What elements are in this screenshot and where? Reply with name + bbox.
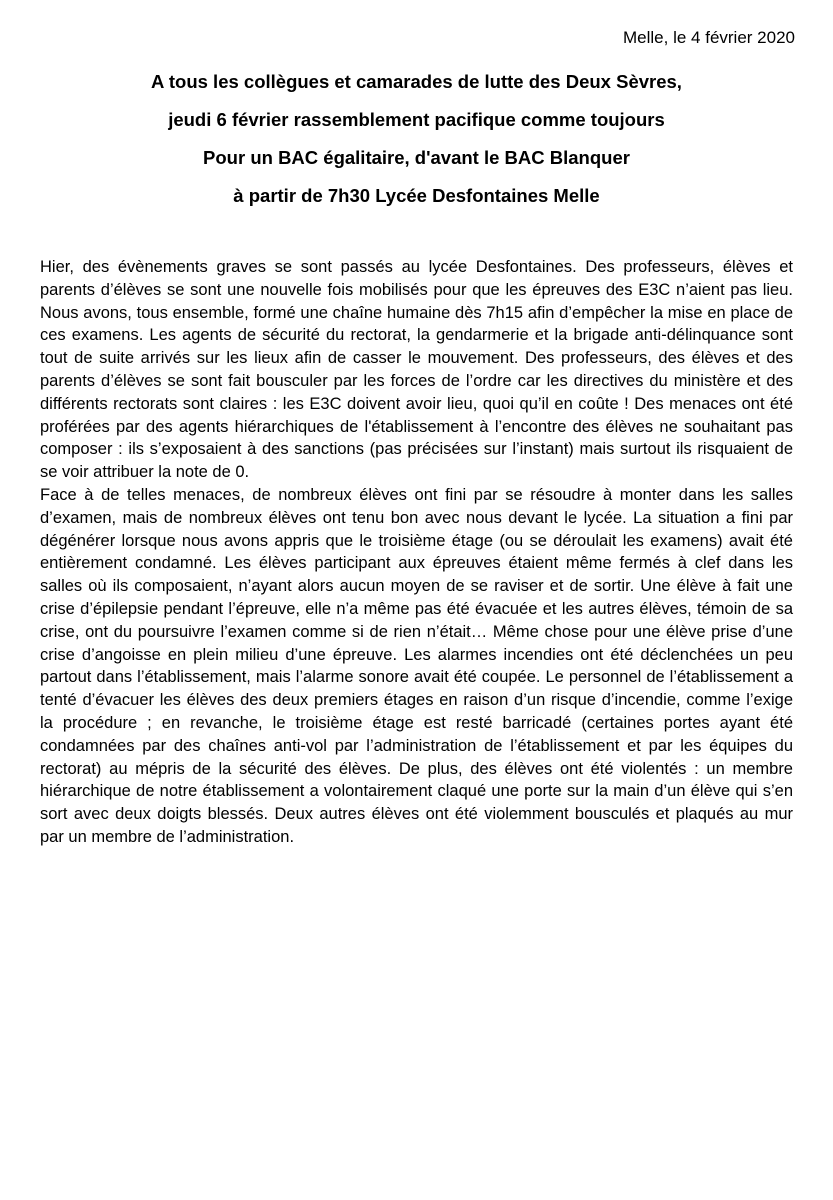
letter-body — [40, 256, 793, 849]
body-paragraph: Face à de telles menaces, de nombreux élèves ont fini par se résoudre à monter dans les salles d’examen, mais de nombreux élèves ont tenu bon avec nous devant le lycée. La situation a fini par dégénérer lorsque nous avons appris que le troisième étage (ou se déroulait les examens) avait été entièrement condamné. Les élèves participant aux épreuves étaient même fermés à clef dans les salles où ils composaient, n’ayant alors aucun moyen de se raviser et de sortir. Une élève à fait une crise d’épilepsie pendant l’épreuve, elle n’a même pas été évacuée et les autres élèves, témoin de sa crise, ont du poursuivre l’examen comme si de rien n’était… Même chose pour une élève prise d’une crise d’angoisse en plein milieu d’une épreuve. Les alarmes incendies ont été déclenchées un peu partout dans l’établissement, mais l’alarme sonore avait été coupée. Le personnel de l’établissement a tenté d’évacuer les élèves des deux premiers étages en raison d’un risque d’incendie, comme l’exige la procédure ; en revanche, le troisième étage est resté barricadé (certaines portes ayant été condamnées par des chaînes anti-vol par l’administration de l’établissement et par les équipes du rectorat) au mépris de la sécurité des élèves. De plus, des élèves ont été violentés : un membre hiérarchique de notre établissement a volontairement claqué une porte sur la main d’un élève qui s’en sort avec deux doigts blessés. Deux autres élèves ont été violemment bousculés et plaqués au mur par un membre de l’administration. — [40, 485, 793, 846]
letter-headings — [40, 70, 793, 222]
heading-time-place: à partir de 7h30 Lycée Desfontaines Melle — [233, 185, 600, 206]
heading-addressee: A tous les collègues et camarades de lutte des Deux Sèvres, — [151, 71, 682, 92]
date-line: Melle, le 4 février 2020 — [623, 28, 795, 47]
body-paragraph: Hier, des évènements graves se sont passés au lycée Desfontaines. Des professeurs, élèves et parents d’élèves se sont une nouvelle fois mobilisés pour que les épreuves des E3C n’aient pas lieu. Nous avons, tous ensemble, formé une chaîne humaine dès 7h15 afin d’empêcher la mise en place de ces examens. Les agents de sécurité du rectorat, la gendarmerie et la brigade anti-délinquance sont tout de suite arrivés sur les lieux afin de casser le mouvement. Des professeurs, des élèves et des parents d’élèves se sont fait bousculer par les forces de l’ordre car les directives du ministère et des différents rectorats sont claires : les E3C doivent avoir lieu, quoi qu’il en coûte ! Des menaces ont été proférées par des agents hiérarchiques de l'établissement à l’encontre des élèves ne souhaitant pas composer : ils s’exposaient à des sanctions (pas précisées sur l’instant) mais surtout ils risquaient de se voir attribuer la note de 0. — [40, 258, 793, 482]
heading-event-day: jeudi 6 février rassemblement pacifique comme toujours — [168, 109, 665, 130]
heading-cause: Pour un BAC égalitaire, d'avant le BAC Blanquer — [203, 147, 630, 168]
